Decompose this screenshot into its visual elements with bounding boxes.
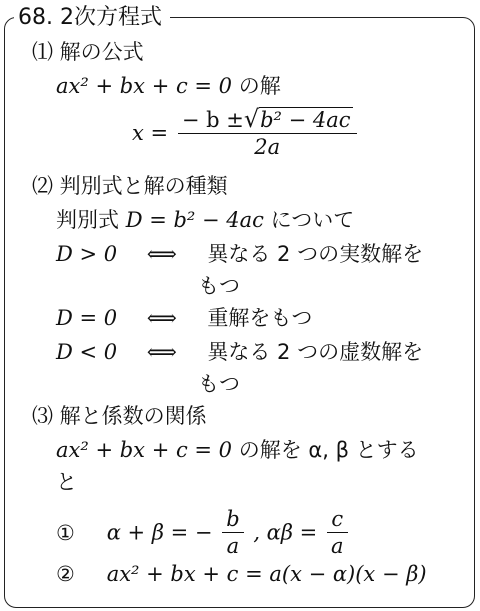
s1-equation-tail: の解 bbox=[238, 74, 281, 98]
item1-separator: , αβ = bbox=[253, 520, 318, 545]
case-positive bbox=[56, 240, 423, 268]
def-equation: D = b² − 4ac bbox=[125, 208, 264, 232]
s1-equation-lhs: ax² + bx + c = 0 bbox=[56, 74, 233, 98]
case3-continuation: もつ bbox=[198, 372, 240, 396]
formula-numerator bbox=[178, 106, 357, 133]
quadratic-formula bbox=[132, 106, 360, 160]
sqrt-sign: √ bbox=[243, 105, 260, 133]
case1-condition: D > 0 bbox=[56, 242, 118, 266]
item1-marker: ① bbox=[56, 520, 75, 545]
s2-heading: ⑵ 判別式と解の種類 bbox=[32, 174, 228, 198]
s3-intro-equation: ax² + bx + c = 0 bbox=[56, 438, 233, 462]
vieta-item-2 bbox=[56, 560, 427, 588]
vieta-item-1 bbox=[56, 506, 351, 559]
s1-equation bbox=[56, 72, 281, 100]
s3-intro-continuation: と bbox=[56, 470, 77, 494]
item1-sum-num: b bbox=[226, 507, 240, 531]
case2-arrow: ⟺ bbox=[146, 306, 177, 330]
item1-sum: α + β = − bbox=[106, 520, 213, 545]
item2-text: ax² + bx + c = a(x − α)(x − β) bbox=[106, 562, 427, 586]
case1-arrow: ⟺ bbox=[146, 242, 177, 266]
item1-prod-den: a bbox=[330, 534, 344, 558]
formula-denominator: 2a bbox=[254, 135, 281, 159]
item1-prod-num: c bbox=[331, 507, 344, 531]
def-tail: について bbox=[270, 208, 355, 232]
case3-text: 異なる 2 つの虚数解を bbox=[207, 340, 424, 364]
s3-heading: ⑶ 解と係数の関係 bbox=[32, 404, 207, 428]
case2-text: 重解をもつ bbox=[207, 306, 313, 330]
formula-fraction bbox=[178, 106, 357, 160]
case2-condition: D = 0 bbox=[56, 306, 118, 330]
formula-radicand: b² − 4ac bbox=[260, 108, 351, 132]
case3-arrow: ⟺ bbox=[146, 340, 177, 364]
case1-text: 異なる 2 つの実数解を bbox=[207, 242, 424, 266]
item2-marker: ② bbox=[56, 562, 75, 586]
formula-num-prefix: − b ± bbox=[181, 108, 244, 132]
item1-sum-den: a bbox=[226, 534, 240, 558]
case3-condition: D < 0 bbox=[56, 340, 118, 364]
s1-heading: ⑴ 解の公式 bbox=[32, 40, 144, 64]
item1-prod-fraction bbox=[327, 506, 348, 559]
case-zero bbox=[56, 304, 312, 332]
s3-intro-tail: の解を α, β とする bbox=[238, 438, 419, 462]
case1-continuation: もつ bbox=[198, 274, 240, 298]
s3-intro bbox=[56, 436, 419, 464]
formula-x: x = bbox=[132, 121, 169, 145]
case-negative bbox=[56, 338, 423, 366]
discriminant-def bbox=[56, 206, 354, 234]
section-title: 68. 2次方程式 bbox=[14, 4, 170, 32]
def-label: 判別式 bbox=[56, 208, 119, 232]
item1-sum-fraction bbox=[222, 506, 243, 559]
